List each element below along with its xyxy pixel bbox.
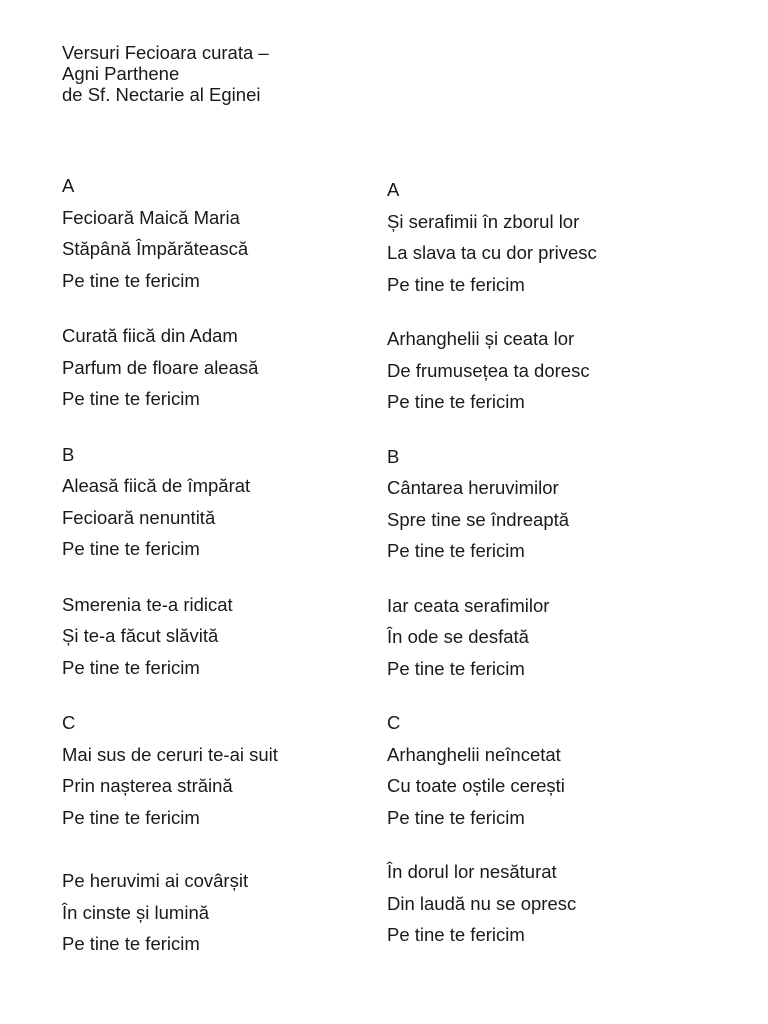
stanza: [387, 861, 597, 956]
refrain-line: Pe tine te fericim: [387, 657, 525, 679]
section-label-c: C: [387, 712, 401, 733]
verse-line: De frumusețea ta doresc: [387, 359, 590, 381]
verse-line: Fecioară nenuntită: [62, 506, 216, 528]
stanza: [62, 870, 278, 965]
section-label-a: A: [387, 179, 400, 200]
refrain-line: Pe tine te fericim: [62, 806, 200, 828]
refrain-line: Pe tine te fericim: [387, 924, 525, 945]
refrain-line: Pe tine te fericim: [62, 538, 200, 559]
verse-line: Cu toate oștile cerești: [387, 775, 565, 796]
right-column: [387, 179, 597, 956]
verse-line: În cinste și lumină: [62, 901, 210, 923]
verse-line: La slava ta cu dor privesc: [387, 242, 597, 263]
verse-line: În ode se desfată: [387, 626, 529, 647]
verse-line: Arhanghelii neîncetat: [387, 743, 561, 765]
verse-line: Curată fiică din Adam: [62, 325, 238, 346]
verse-line: Din laudă nu se opresc: [387, 892, 577, 914]
section-label-a: A: [62, 175, 75, 196]
stanza: [387, 595, 597, 690]
verse-line: Și serafimii în zborul lor: [387, 210, 580, 232]
verse-line: Aleasă fiică de împărat: [62, 475, 251, 496]
verse-line: Fecioară Maică Maria: [62, 206, 240, 228]
refrain-line: Pe tine te fericim: [387, 391, 525, 412]
stanza: [387, 211, 597, 306]
verse-line: Iar ceata serafimilor: [387, 594, 550, 616]
stanza: [387, 744, 597, 839]
verse-line: Mai sus de ceruri te-ai suit: [62, 743, 278, 765]
verse-line: Smerenia te-a ridicat: [62, 593, 233, 615]
verse-line: Spre tine se îndreaptă: [387, 508, 570, 530]
stanza: [62, 325, 278, 420]
section-label-b: B: [387, 445, 400, 467]
verse-line: Și te-a făcut slăvită: [62, 625, 219, 646]
stanza: [62, 594, 278, 689]
refrain-line: Pe tine te fericim: [62, 388, 200, 409]
refrain-line: Pe tine te fericim: [387, 540, 525, 561]
refrain-line: Pe tine te fericim: [387, 806, 525, 828]
stanza: [387, 328, 597, 423]
verse-line: Pe heruvimi ai covârșit: [62, 870, 249, 891]
verse-line: Arhanghelii și ceata lor: [387, 328, 575, 349]
refrain-line: Pe tine te fericim: [62, 933, 200, 954]
section-label-b: B: [62, 443, 75, 465]
stanza: [62, 475, 278, 570]
document-header: [62, 42, 269, 105]
title-line-1: Versuri Fecioara curata –: [62, 42, 269, 63]
title-line-2: Agni Parthene: [62, 63, 180, 84]
section-label-c: C: [62, 712, 76, 733]
verse-line: Parfum de floare aleasă: [62, 356, 259, 378]
stanza: [387, 477, 597, 572]
stanza: [62, 207, 278, 302]
author-line: de Sf. Nectarie al Eginei: [62, 84, 261, 105]
verse-line: Stăpână Împărătească: [62, 238, 249, 259]
left-column: [62, 175, 278, 965]
refrain-line: Pe tine te fericim: [62, 269, 200, 291]
stanza: [62, 744, 278, 839]
verse-line: În dorul lor nesăturat: [387, 861, 557, 882]
refrain-line: Pe tine te fericim: [387, 273, 525, 295]
verse-line: Prin nașterea străină: [62, 775, 233, 796]
refrain-line: Pe tine te fericim: [62, 656, 200, 678]
verse-line: Cântarea heruvimilor: [387, 477, 559, 498]
